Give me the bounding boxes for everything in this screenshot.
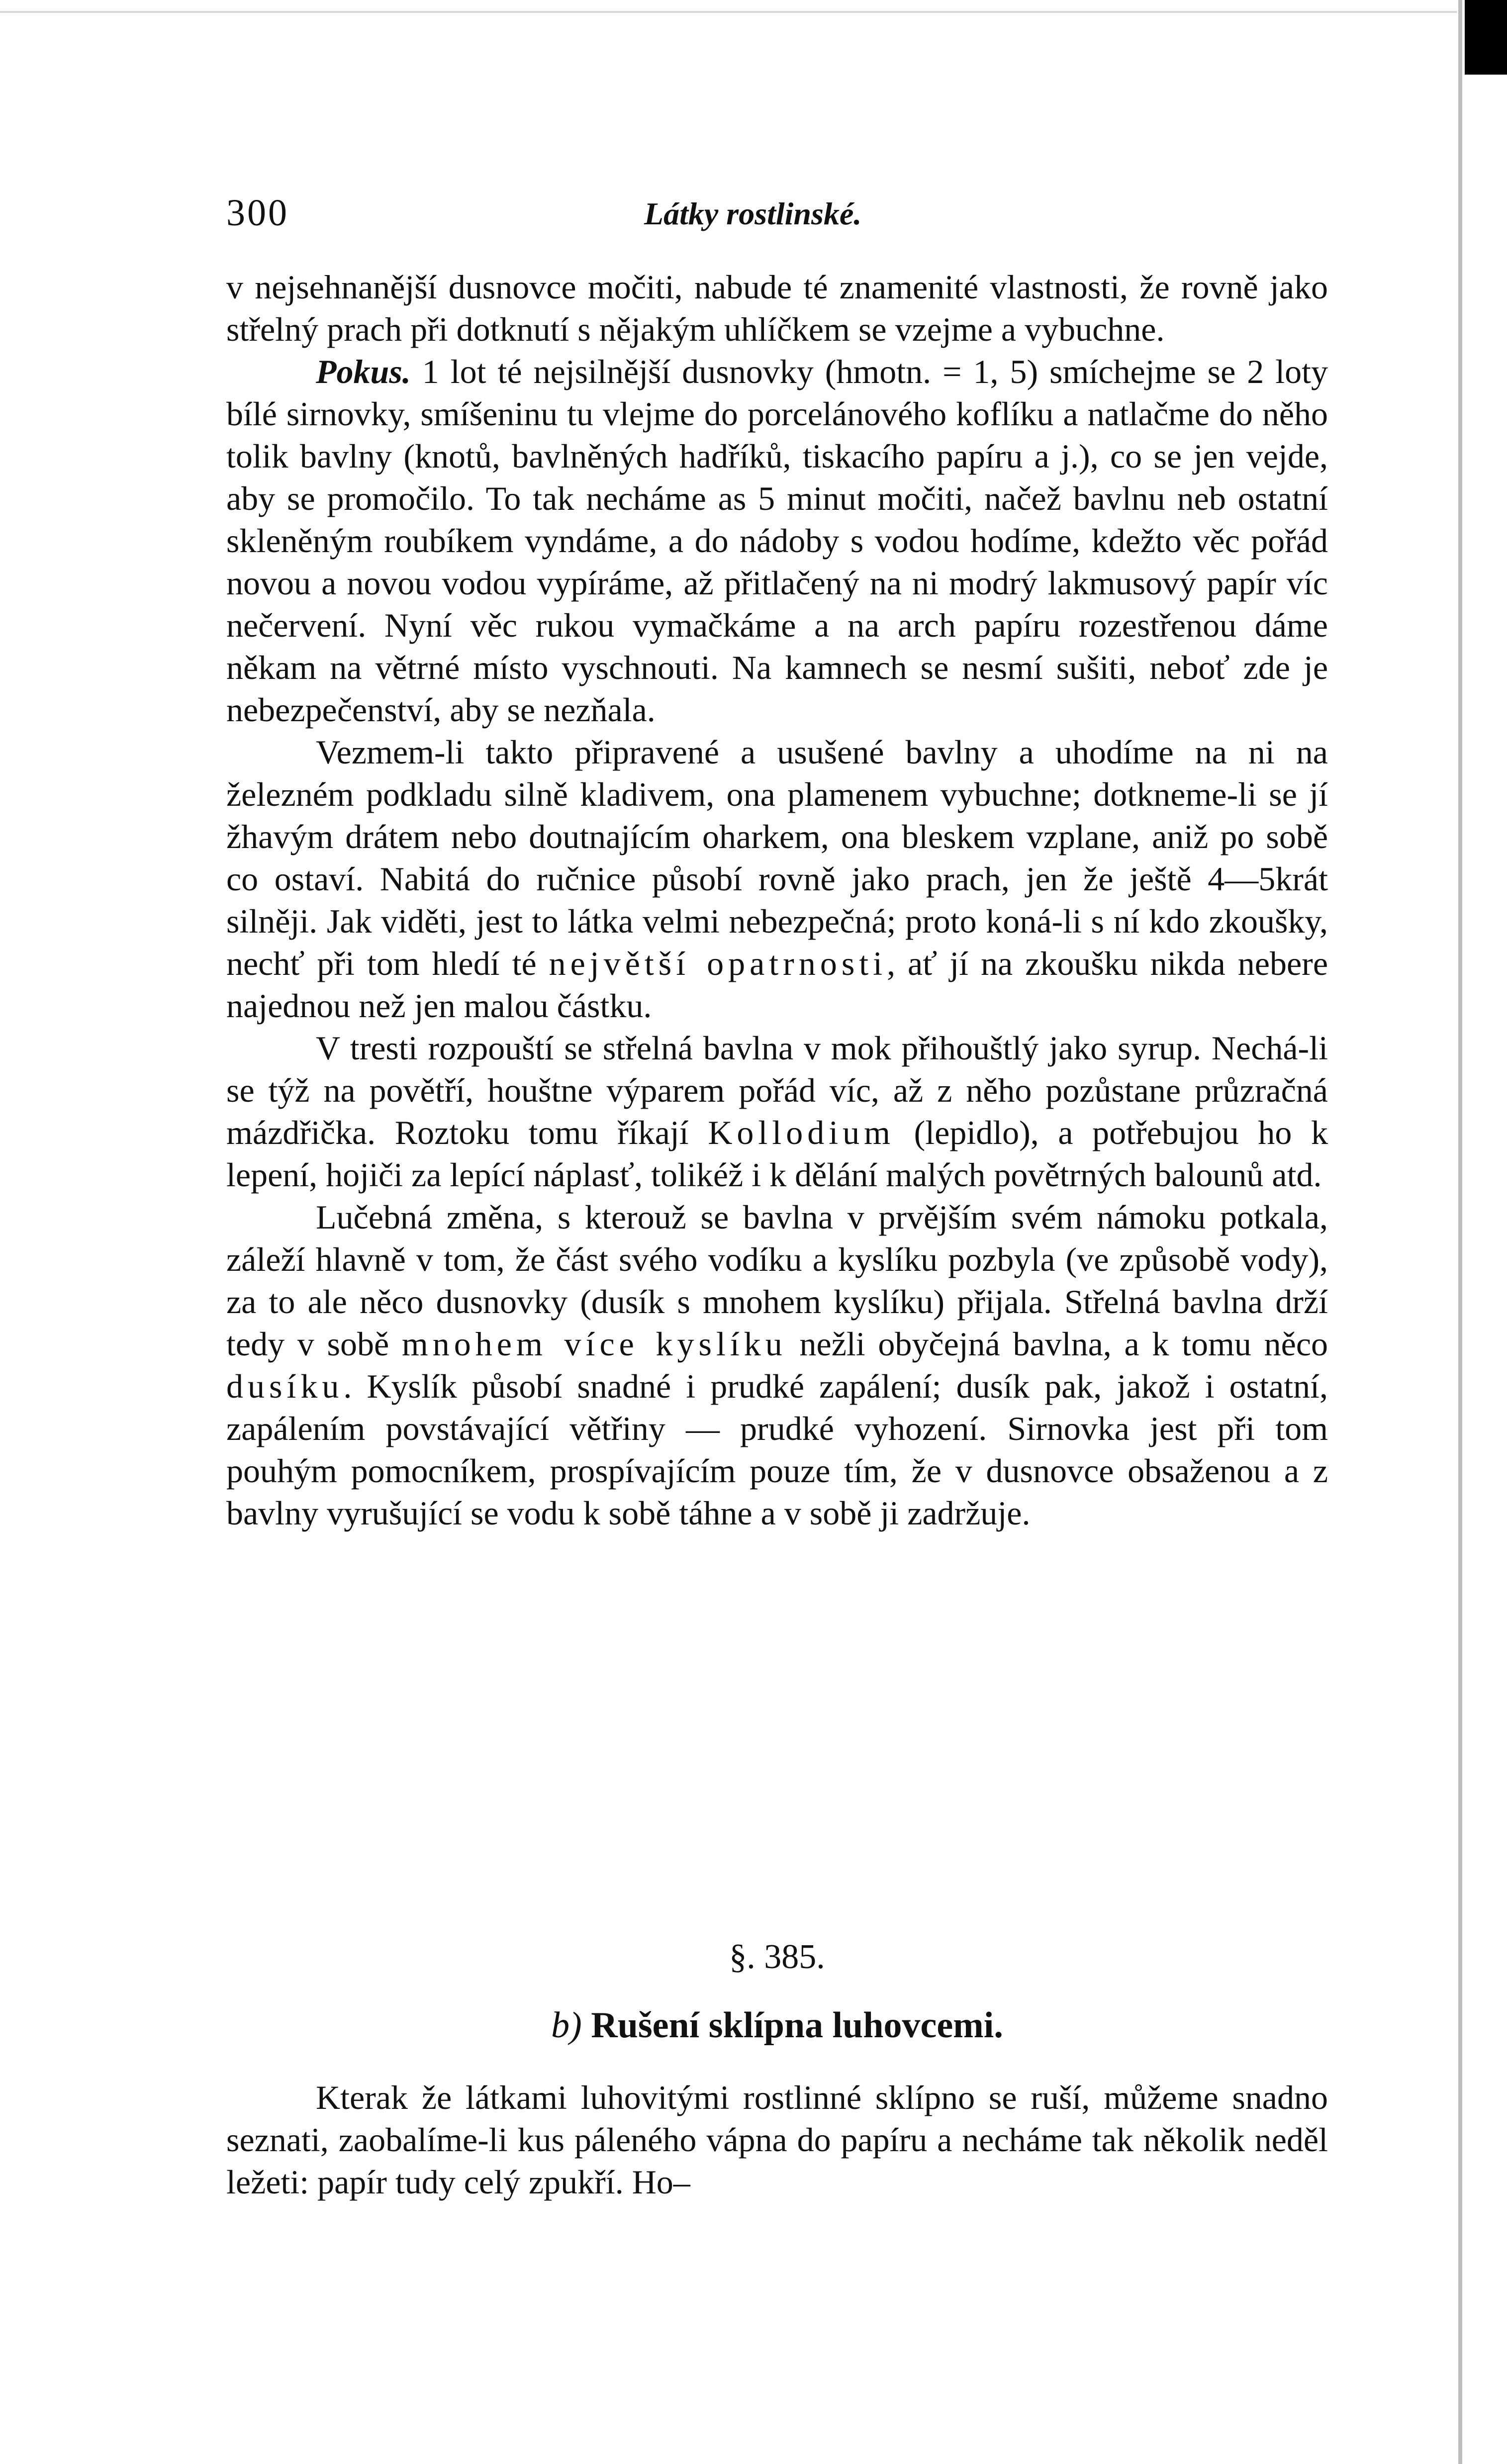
paragraph-4-text-a: V tresti rozpouští se střelná bavlna v mok přihouštlý jako syrup. Nechá-li se týž na povětří, houštne výparem pořád víc, až z něho pozůstane průzračná mázdřička. Roztoku tomu říkají (226, 1029, 1328, 1151)
page-header (226, 191, 1328, 236)
paragraph-5-text-a: Lučebná změna, s kterouž se bavlna v prvějším svém námoku potkala, záleží hlavně v tom, že část svého vodíku a kyslíku pozbyla (ve způsobě vody), za to ale něco dusnovky (dusík s mnohem kyslíku) přijala. Střelná bavlna drží tedy v sobě (226, 1198, 1328, 1363)
paragraph-1: v nejsehnanější dusnovce močiti, nabude té znamenité vlastnosti, že rovně jako střelný prach při dotknutí s nějakým uhlíčkem se vzejme a vybuchne. (226, 268, 1328, 348)
lead-word: Pokus. (316, 353, 411, 390)
paragraph-5-text-b: nežli obyčejná bavlna, a k tomu něco (786, 1325, 1328, 1363)
page-body (226, 266, 1328, 1534)
paragraph-4-text-b: (lepidlo), a potřebujou ho k lepení, hojiči za lepící náplasť, tolikéž i k dělání malých povětrných balounů atd. (226, 1114, 1328, 1194)
paragraph-3-text-a: Vezmem-li takto připravené a usušené bavlny a uhodíme na ni na železném podkladu silně kladivem, ona plamenem vybuchne; dotkneme-li se jí žhavým drátem nebo doutnajícím oharkem, ona bleskem vzplane, aniž po sobě co ostaví. Nabitá do ručnice působí rovně jako prach, jen že ještě 4—5krát silněji. Jak viděti, jest to látka velmi nebezpečná; proto koná-li s ní kdo zkoušky, nechť při tom hledí té (226, 733, 1328, 982)
spaced-emphasis-kysliku: mnohem více kyslíku (401, 1325, 787, 1363)
spaced-term-kollodium: Kollodium (708, 1114, 895, 1151)
section-body (226, 2077, 1328, 2203)
spaced-emphasis-dusiku: dusíku (226, 1367, 344, 1405)
paragraph-5-text-c: . Kyslík působí snadné i prudké zapálení; dusík pak, jakož i ostatní, zapálením povstávající větřiny — prudké vyhození. Sirnovka jest při tom pouhým pomocníkem, prospívajícím pouze tím, že v dusnovce obsaženou a z bavlny vyrušující se vodu k sobě táhne a v sobě ji zadržuje. (226, 1367, 1328, 1532)
section-title (226, 2004, 1328, 2047)
paragraph-6: Kterak že látkami luhovitými rostlinné sklípno se ruší, můžeme snadno seznati, zaobalíme-li kus páleného vápna do papíru a necháme tak několik neděl ležeti: papír tudy celý zpukří. Ho– (226, 2079, 1328, 2201)
running-title: Látky rostlinské. (644, 196, 862, 231)
paragraph-5 (226, 1196, 1328, 1534)
scan-corner-mark (1465, 0, 1507, 75)
paragraph-3-text-b: , ať jí na zkoušku nikda nebere najednou než jen malou částku. (226, 945, 1328, 1025)
paragraph-2 (226, 351, 1328, 731)
paragraph-3 (226, 731, 1328, 1027)
paragraph-4 (226, 1027, 1328, 1196)
page-number: 300 (226, 192, 289, 234)
paragraph-2-text: 1 lot té nejsilnější dusnovky (hmotn. = 1, 5) smíchejme se 2 loty bílé sirnovky, smíšeninu tu vlejme do porcelánového koflíku a natlačme do něho tolik bavlny (knotů, bavlněných hadříků, tiskacího papíru a j.), co se jen vejde, aby se promočilo. To tak necháme as 5 minut močiti, načež bavlnu neb ostatní skleněným roubíkem vyndáme, a do nádoby s vodou hodíme, kdežto věc pořád novou a novou vodou vypíráme, až přitlačený na ni modrý lakmusový papír víc nečervení. Nyní věc rukou vymačkáme a na arch papíru rozestřenou dáme někam na větrné místo vyschnouti. Na kamnech se nesmí sušiti, neboť zde je nebezpečenství, aby se nezňala. (226, 353, 1328, 729)
section-title-text: Rušení sklípna luhovcemi. (581, 2005, 1003, 2046)
scan-right-edge (1458, 0, 1462, 2464)
section-title-letter: b) (551, 2005, 582, 2046)
section-number: §. 385. (729, 1938, 825, 1976)
scan-top-edge (0, 11, 1457, 13)
spaced-emphasis: největší opatrnosti (549, 945, 887, 982)
